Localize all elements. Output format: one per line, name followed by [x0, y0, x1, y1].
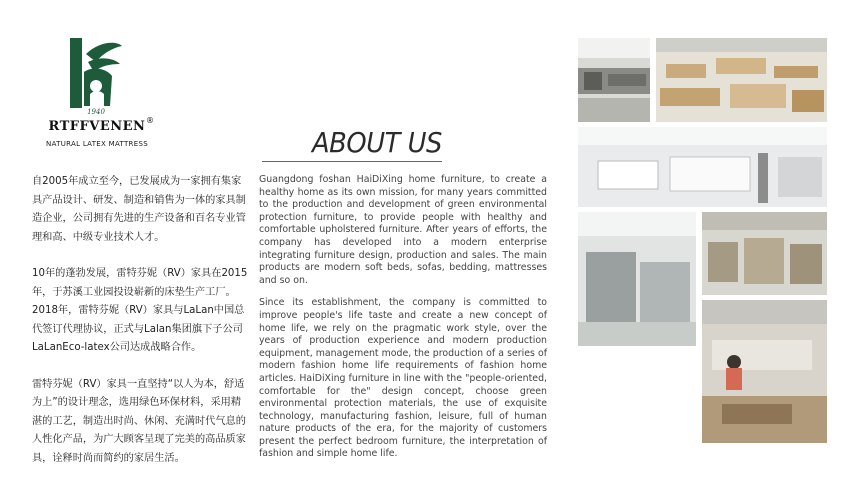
- factory-photo-quilting-machines: [578, 212, 696, 346]
- chinese-description: [32, 173, 250, 486]
- factory-photo-warehouse: [702, 212, 827, 295]
- factory-photo-sewing-workers: [702, 300, 827, 443]
- factory-photo-wood-frames: [656, 38, 827, 122]
- logo-year: 1940: [87, 108, 105, 116]
- chinese-paragraph: 10年的蓬勃发展，雷特芬妮（RV）家具在2015年，于苏溪工业园投设崭新的床垫生产工厂。2018年，雷特芬妮（RV）家具与LaLan中国总代签订代理协议，正式与Lalan集团旗下子公司LaLanEco-latex公司达成战略合作。: [32, 268, 248, 353]
- factory-photo-fabric-rolls: [578, 127, 827, 207]
- title-divider: [262, 161, 442, 162]
- logo-tree-icon: [66, 36, 126, 116]
- brand-tagline: NATURAL LATEX MATTRESS: [46, 140, 148, 148]
- chinese-paragraph: 雷特芬妮（RV）家具一直坚持“以人为本，舒适为上”的设计理念，选用绿色环保材料，采用精湛的工艺，制造出时尚、休闲、充满时代气息的人性化产品，为广大顾客呈现了完美的高品质家具，诠释时尚而简约的家居生活。: [32, 378, 246, 464]
- english-description: [259, 174, 547, 471]
- english-paragraph: Since its establishment, the company is committed to improve people's life taste and create a new concept of home life, we rely on the pragmatic work style, over the years of production experience and modern production equipment, management mode, the production of a series of modern fashion home life requirements of fashion home articles. HaiDiXing furniture in line with the "people-oriented, comfortable for the" design concept, choose green environmental protection materials, the use of exquisite technology, manufacturing fashion, leisure, full of human nature products of the era, for the majority of customers present the perfect bedroom furniture, the interpretation of fashion and simple home life.: [259, 297, 547, 460]
- factory-photo-machines: [578, 38, 650, 122]
- registered-mark: ®: [146, 116, 154, 125]
- brand-logo: [38, 36, 158, 152]
- title-block: [312, 126, 444, 159]
- brand-name: RTFFVENEN: [48, 119, 146, 134]
- chinese-paragraph: 自2005年成立至今，已发展成为一家拥有集家具产品设计、研发、制造和销售为一体的家具制造企业，公司拥有先进的生产设备和百名专业管理和高、中级专业技术人才。: [32, 176, 246, 243]
- page-title: ABOUT US: [312, 126, 442, 159]
- english-paragraph: Guangdong foshan HaiDiXing home furniture, to create a healthy home as its own mission, for many years committed to the production and development of green environmental protection furniture, to provide people with healthy and comfortable upholstered furniture. After years of efforts, the company has developed into a modern enterprise integrating furniture design, production and sales. The main products are modern soft beds, sofas, bedding, mattresses and so on.: [259, 174, 547, 286]
